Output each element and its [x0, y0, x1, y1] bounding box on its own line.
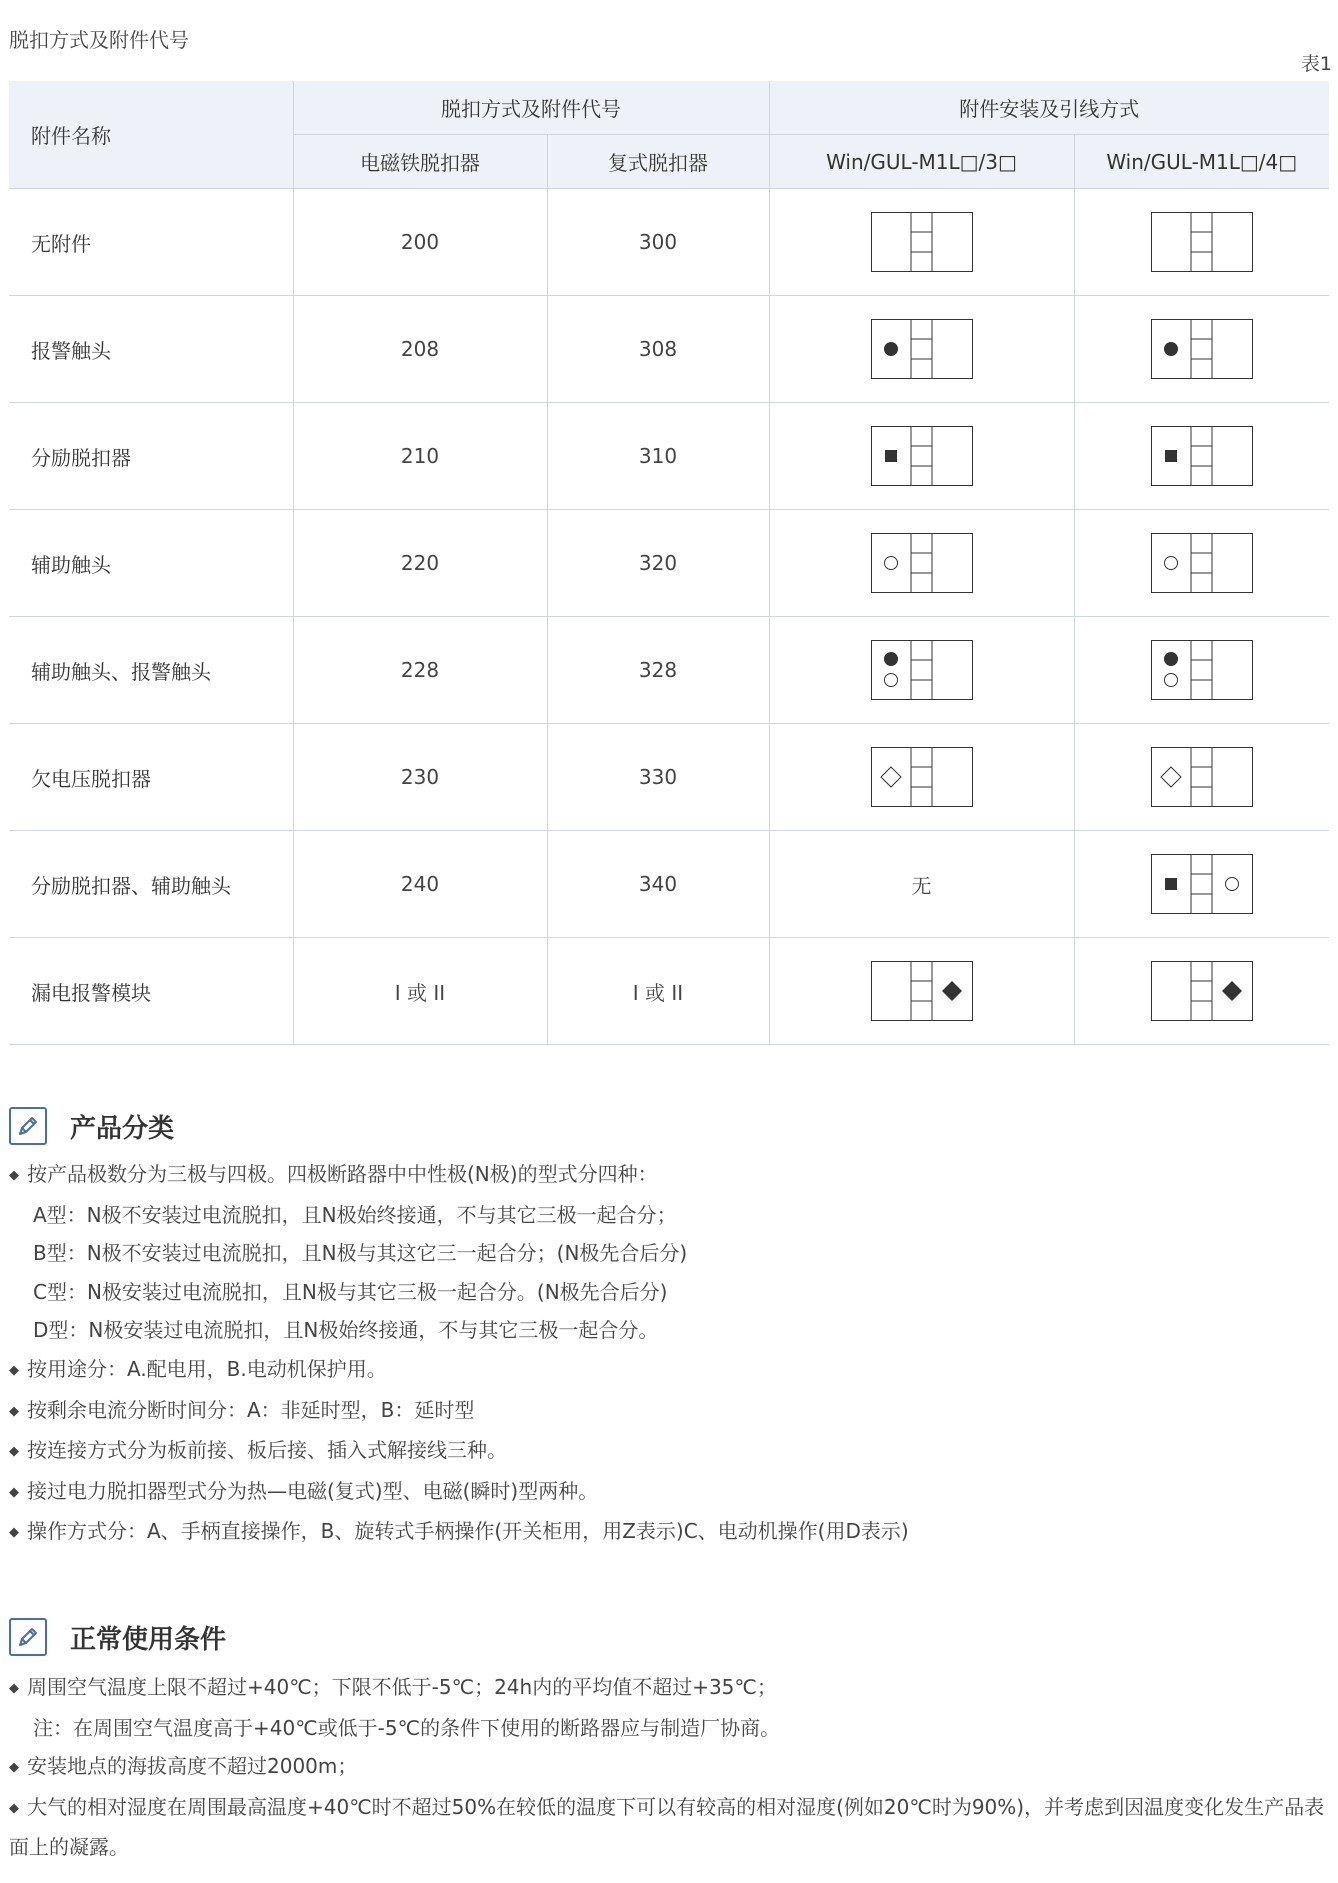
- list-item-text: 大气的相对湿度在周围最高温度+40℃时不超过50%在较低的温度下可以有较高的相对湿度(例如20℃时为90%)，并考虑到因温度变化发生产品表面上的凝露。: [9, 1794, 1325, 1860]
- list-item: [9, 1391, 1331, 1432]
- bullet-diamond-icon: ◆: [9, 1403, 19, 1419]
- accessory-name: 辅助触头: [9, 510, 293, 617]
- classification-title: 产品分类: [70, 1113, 175, 1144]
- list-item: [9, 1311, 1331, 1350]
- bullet-diamond-icon: ◆: [9, 1168, 19, 1183]
- list-item: [9, 1788, 1331, 1867]
- list-item-text: 按用途分：A.配电用，B.电动机保护用。: [27, 1356, 387, 1381]
- bullet-diamond-icon: ◆: [9, 1800, 19, 1816]
- compound-code: 330: [547, 724, 769, 831]
- list-item-text: 操作方式分：A、手柄直接操作，B、旋转式手柄操作(开关柜用，用Z表示)C、电动机操作(用D表示): [27, 1519, 909, 1544]
- pen-icon: [9, 1107, 47, 1145]
- table-row: [9, 617, 1329, 724]
- conditions-list: [9, 1668, 1331, 1867]
- bullet-diamond-icon: ◆: [9, 1760, 19, 1776]
- install-4p-diagram: [1074, 724, 1329, 831]
- install-3p-diagram: [769, 617, 1074, 724]
- compound-code: 300: [547, 189, 769, 296]
- install-4p-diagram: [1074, 296, 1329, 403]
- list-item: [9, 1668, 1331, 1709]
- accessory-name: 分励脱扣器: [9, 403, 293, 510]
- table-row: [9, 403, 1329, 510]
- list-item-text: 按连接方式分为板前接、板后接、插入式解接线三种。: [27, 1438, 507, 1463]
- bullet-diamond-icon: ◆: [9, 1484, 19, 1500]
- compound-code: 340: [547, 831, 769, 938]
- list-item-text: 周围空气温度上限不超过+40℃；下限不低于-5℃；24h内的平均值不超过+35℃；: [27, 1675, 777, 1699]
- install-4p-diagram: [1074, 938, 1329, 1045]
- conditions-heading: [9, 1618, 226, 1656]
- list-item: [9, 1747, 1331, 1788]
- accessory-name: 分励脱扣器、辅助触头: [9, 831, 293, 938]
- pen-icon: [9, 1618, 47, 1656]
- list-item: [9, 1273, 1331, 1312]
- electromagnetic-code: 210: [293, 403, 547, 510]
- compound-code: 310: [547, 403, 769, 510]
- list-item: [9, 1350, 1331, 1391]
- header-model-3p: Win/GUL-M1L□/3□: [769, 135, 1074, 189]
- accessory-name: 报警触头: [9, 296, 293, 403]
- accessory-name: 无附件: [9, 189, 293, 296]
- install-3p-diagram: [769, 510, 1074, 617]
- accessory-name: 漏电报警模块: [9, 938, 293, 1045]
- table-row: [9, 724, 1329, 831]
- list-item-text: C型：N极安装过电流脱扣，且N极与其它三极一起合分。(N极先合后分): [33, 1279, 668, 1304]
- table-number: 表1: [1300, 53, 1332, 75]
- list-item-text: 注：在周围空气温度高于+40℃或低于-5℃的条件下使用的断路器应与制造厂协商。: [33, 1715, 781, 1740]
- compound-code: 308: [547, 296, 769, 403]
- accessory-table: [9, 81, 1329, 1045]
- accessory-name: 欠电压脱扣器: [9, 724, 293, 831]
- electromagnetic-code: 200: [293, 189, 547, 296]
- table-row: [9, 296, 1329, 403]
- bullet-diamond-icon: ◆: [9, 1525, 19, 1541]
- install-4p-diagram: [1074, 831, 1329, 938]
- electromagnetic-code: 228: [293, 617, 547, 724]
- electromagnetic-code: I 或 II: [293, 938, 547, 1045]
- bullet-diamond-icon: ◆: [9, 1362, 19, 1378]
- header-electromagnetic: 电磁铁脱扣器: [293, 135, 547, 189]
- bullet-diamond-icon: ◆: [9, 1681, 19, 1696]
- list-item: [9, 1196, 1331, 1235]
- classification-heading: [9, 1107, 174, 1145]
- install-4p-diagram: [1074, 189, 1329, 296]
- table-row: [9, 938, 1329, 1045]
- header-trip-code-group: 脱扣方式及附件代号: [293, 81, 769, 135]
- header-compound: 复式脱扣器: [547, 135, 769, 189]
- list-item-text: 按产品极数分为三极与四极。四极断路器中中性极(N极)的型式分四种：: [27, 1162, 658, 1186]
- compound-code: 328: [547, 617, 769, 724]
- bullet-diamond-icon: ◆: [9, 1444, 19, 1460]
- list-item-text: B型：N极不安装过电流脱扣，且N极与其这它三一起合分；(N极先合后分): [33, 1241, 688, 1266]
- list-item-text: 按剩余电流分断时间分：A：非延时型，B：延时型: [27, 1397, 475, 1422]
- classification-list: [9, 1155, 1331, 1553]
- compound-code: 320: [547, 510, 769, 617]
- header-install-group: 附件安装及引线方式: [769, 81, 1329, 135]
- install-3p-diagram: [769, 296, 1074, 403]
- compound-code: I 或 II: [547, 938, 769, 1045]
- install-4p-diagram: [1074, 510, 1329, 617]
- list-item: [9, 1512, 1331, 1553]
- list-item-text: A型：N极不安装过电流脱扣，且N极始终接通，不与其它三极一起合分；: [33, 1202, 677, 1227]
- table-row: [9, 510, 1329, 617]
- install-3p-diagram: [769, 403, 1074, 510]
- header-model-4p: Win/GUL-M1L□/4□: [1074, 135, 1329, 189]
- list-item: [9, 1472, 1331, 1513]
- install-3p-text: 无: [769, 831, 1074, 938]
- list-item-text: 接过电力脱扣器型式分为热—电磁(复式)型、电磁(瞬时)型两种。: [27, 1478, 599, 1503]
- table-row: [9, 831, 1329, 938]
- header-accessory-name: 附件名称: [9, 81, 293, 189]
- install-3p-diagram: [769, 938, 1074, 1045]
- electromagnetic-code: 208: [293, 296, 547, 403]
- list-item-text: D型：N极安装过电流脱扣，且N极始终接通，不与其它三极一起合分。: [33, 1318, 659, 1343]
- list-item: [9, 1431, 1331, 1472]
- electromagnetic-code: 240: [293, 831, 547, 938]
- list-item: [9, 1709, 1331, 1748]
- table-row: [9, 189, 1329, 296]
- list-item: [9, 1155, 1331, 1196]
- electromagnetic-code: 230: [293, 724, 547, 831]
- install-3p-diagram: [769, 189, 1074, 296]
- accessory-name: 辅助触头、报警触头: [9, 617, 293, 724]
- install-3p-diagram: [769, 724, 1074, 831]
- list-item: [9, 1234, 1331, 1273]
- list-item-text: 安装地点的海拔高度不超过2000m；: [27, 1754, 358, 1779]
- page-title: 脱扣方式及附件代号: [9, 28, 189, 52]
- install-4p-diagram: [1074, 617, 1329, 724]
- conditions-title: 正常使用条件: [70, 1624, 227, 1655]
- electromagnetic-code: 220: [293, 510, 547, 617]
- install-4p-diagram: [1074, 403, 1329, 510]
